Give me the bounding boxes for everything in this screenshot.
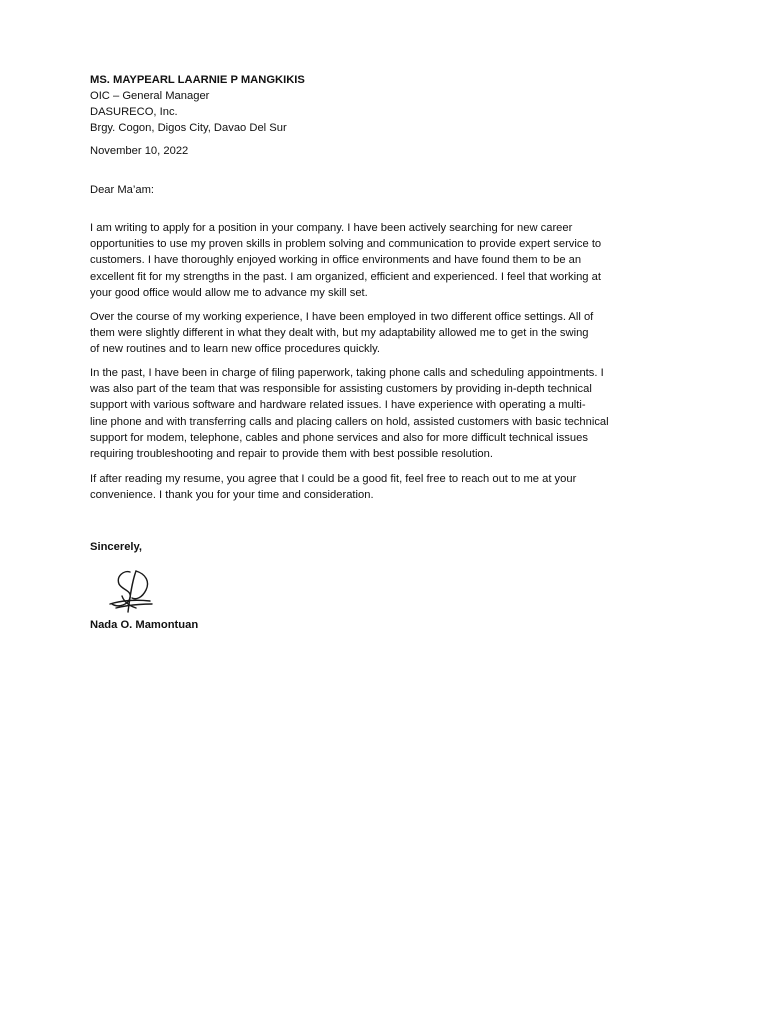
paragraph-line: Over the course of my working experience, I have been employed in two different office settings. All of bbox=[90, 311, 594, 323]
paragraph-line: requiring troubleshooting and repair to provide them with best possible resolution. bbox=[90, 448, 493, 461]
paragraph-line: convenience. I thank you for your time and consideration. bbox=[90, 489, 374, 502]
recipient-title: OIC – General Manager bbox=[90, 90, 210, 102]
paragraph-line: excellent fit for my strengths in the past. I am organized, efficient and experienced. I feel that working at bbox=[90, 270, 601, 283]
paragraph-4 bbox=[90, 471, 690, 503]
paragraph-line: If after reading my resume, you agree that I could be a good fit, feel free to reach out to me at your bbox=[90, 473, 577, 485]
paragraph-3 bbox=[90, 365, 690, 462]
paragraph-line: customers. I have thoroughly enjoyed working in office environments and have found them to be an bbox=[90, 254, 582, 267]
paragraph-line: support with various software and hardware related issues. I have experience with operating a multi- bbox=[90, 399, 586, 412]
signer-name: Nada O. Mamontuan bbox=[90, 619, 199, 631]
closing: Sincerely, bbox=[90, 541, 143, 553]
paragraph-line: opportunities to use my proven skills in problem solving and communication to provide expert service to bbox=[90, 238, 602, 251]
paragraph-line: them were slightly different in what they dealt with, but my adaptability allowed me to get in the swing bbox=[90, 327, 589, 340]
paragraph-line: support for modem, telephone, cables and phone services and also for more difficult technical issues bbox=[90, 431, 588, 444]
paragraph-line: I am writing to apply for a position in your company. I have been actively searching for new career bbox=[90, 222, 573, 234]
paragraph-line: of new routines and to learn new office procedures quickly. bbox=[90, 343, 381, 356]
paragraph-line: In the past, I have been in charge of filing paperwork, taking phone calls and scheduling appointments. I bbox=[90, 367, 604, 379]
paragraph-line: line phone and with transferring calls and placing callers on hold, assisted customers with basic technical bbox=[90, 415, 609, 428]
paragraph-2 bbox=[90, 309, 690, 358]
recipient-name: MS. MAYPEARL LAARNIE P MANGKIKIS bbox=[90, 74, 305, 86]
paragraph-line: your good office would allow me to advance my skill set. bbox=[90, 286, 368, 299]
recipient-address: Brgy. Cogon, Digos City, Davao Del Sur bbox=[90, 122, 287, 134]
letter-date: November 10, 2022 bbox=[90, 145, 189, 157]
paragraph-1 bbox=[90, 220, 690, 301]
paragraph-line: was also part of the team that was responsible for assisting customers by providing in-depth technical bbox=[90, 383, 592, 396]
recipient-company: DASURECO, Inc. bbox=[90, 106, 178, 118]
salutation: Dear Ma’am: bbox=[90, 184, 155, 196]
signature-image bbox=[106, 568, 158, 618]
